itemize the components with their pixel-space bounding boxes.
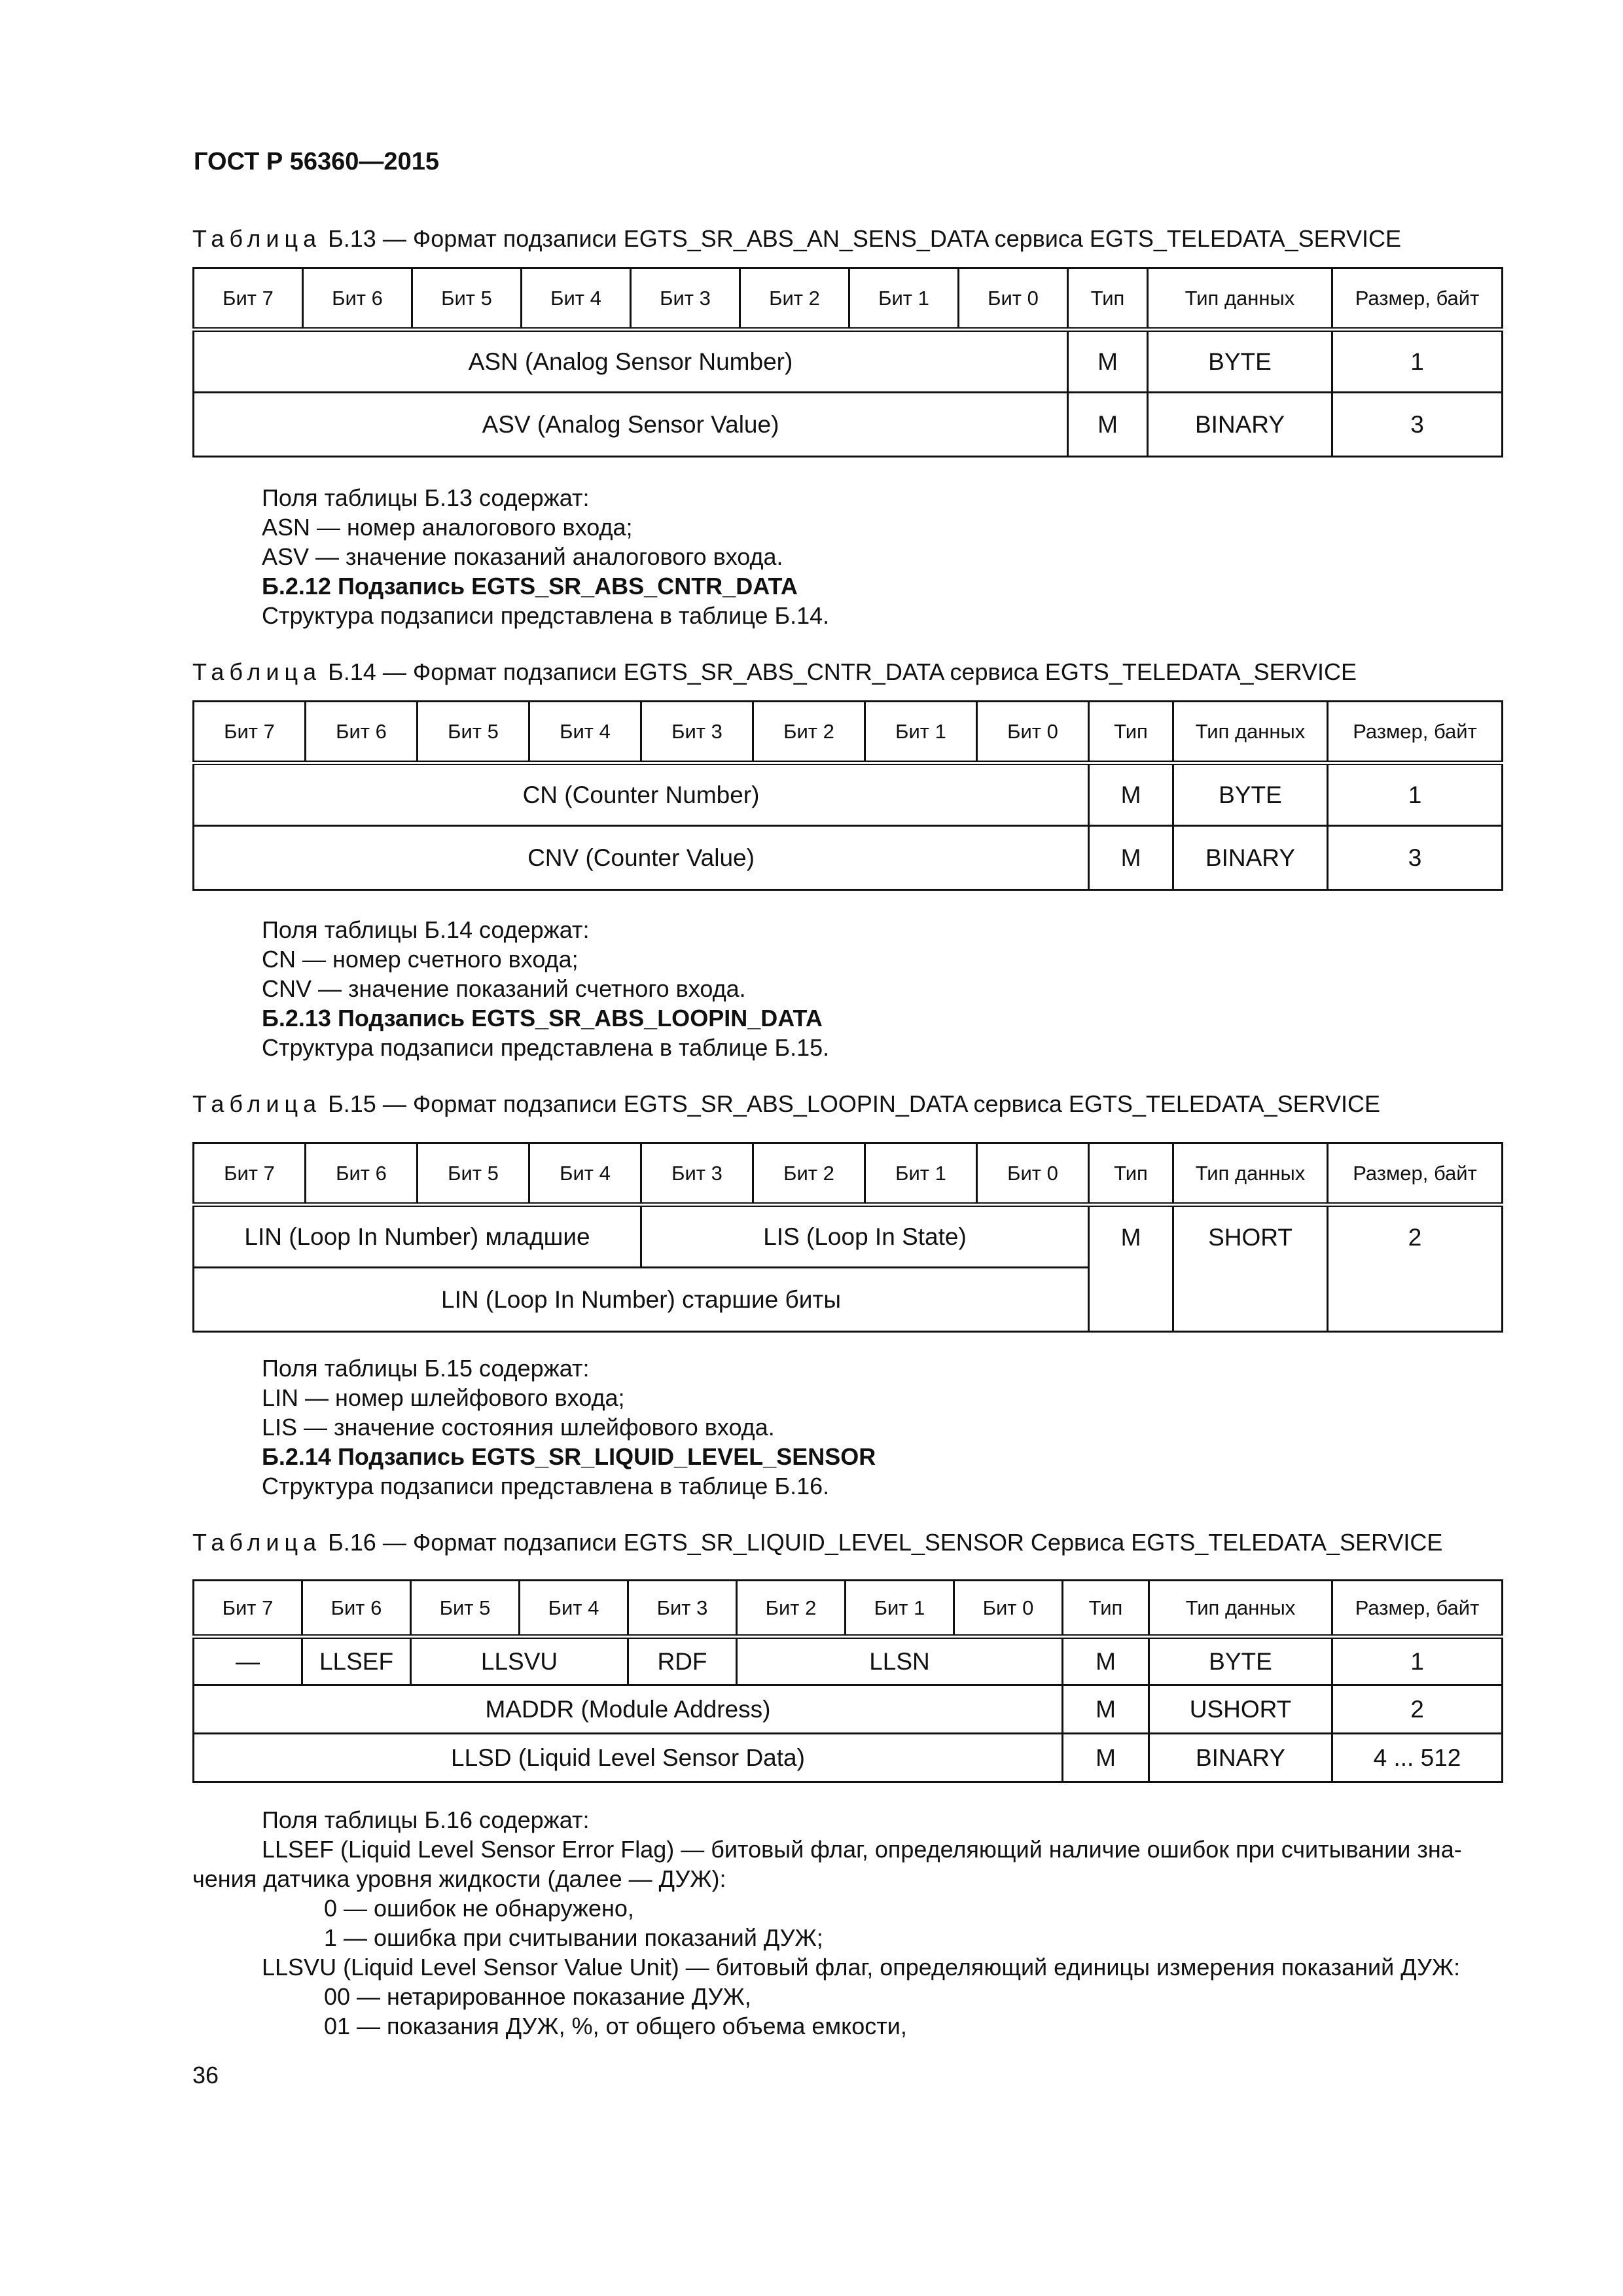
type-cell: M (1068, 330, 1148, 393)
type-cell: M (1068, 393, 1148, 457)
field-cell: CNV (Counter Value) (194, 826, 1089, 890)
page-header: ГОСТ Р 56360—2015 (194, 148, 439, 175)
size-cell: 4 ... 512 (1332, 1734, 1503, 1782)
datatype-cell: BINARY (1149, 1734, 1332, 1782)
header-cell: Бит 3 (631, 268, 740, 330)
paragraph-line: Структура подзаписи представлена в таблице Б.14. (262, 602, 830, 629)
table-b16-caption (192, 1529, 1442, 1556)
table-b16-notes (192, 1805, 1462, 2041)
header-cell: Размер, байт (1332, 1581, 1503, 1637)
paragraph-line: 0 — ошибок не обнаружено, (324, 1895, 634, 1922)
table-row (194, 1637, 1503, 1685)
header-cell: Бит 4 (520, 1581, 628, 1637)
table-b14-notes (262, 915, 829, 1062)
header-cell: Бит 1 (846, 1581, 954, 1637)
header-cell: Бит 7 (194, 1143, 306, 1205)
datatype-cell: BYTE (1149, 1637, 1332, 1685)
caption-text: Б.14 — Формат подзаписи EGTS_SR_ABS_CNTR_DATA сервиса EGTS_TELEDATA_SERVICE (321, 658, 1357, 685)
header-cell: Бит 0 (977, 702, 1089, 763)
header-cell: Бит 1 (849, 268, 959, 330)
caption-text: Б.13 — Формат подзаписи EGTS_SR_ABS_AN_SENS_DATA сервиса EGTS_TELEDATA_SERVICE (321, 225, 1402, 252)
table-b13 (192, 267, 1503, 457)
field-cell: ASN (Analog Sensor Number) (194, 330, 1068, 393)
header-cell: Тип (1068, 268, 1148, 330)
paragraph-line: ASN — номер аналогового входа; (262, 514, 633, 541)
table-row (194, 826, 1503, 890)
header-cell: Бит 1 (865, 702, 977, 763)
header-cell: Бит 4 (522, 268, 631, 330)
table-b14 (192, 700, 1503, 891)
field-cell: CN (Counter Number) (194, 763, 1089, 826)
paragraph-line: Поля таблицы Б.16 содержат: (262, 1806, 590, 1833)
header-cell: Тип (1089, 1143, 1173, 1205)
caption-prefix: Таблица (192, 658, 322, 685)
paragraph-line: 01 — показания ДУЖ, %, от общего объема емкости, (324, 2013, 907, 2039)
header-cell: Бит 4 (529, 702, 641, 763)
table-header-row (194, 268, 1503, 330)
field-cell: LLSN (737, 1637, 1063, 1685)
field-cell: LLSVU (411, 1637, 628, 1685)
header-cell: Бит 5 (418, 1143, 529, 1205)
paragraph-line: Поля таблицы Б.14 содержат: (262, 916, 590, 943)
header-cell: Тип данных (1173, 702, 1328, 763)
page-number: 36 (192, 2062, 219, 2089)
caption-prefix: Таблица (192, 1090, 322, 1117)
field-cell: ASV (Analog Sensor Value) (194, 393, 1068, 457)
datatype-cell: BYTE (1148, 330, 1332, 393)
paragraph-line: LLSVU (Liquid Level Sensor Value Unit) — битовый флаг, определяющий единицы измерения показаний ДУЖ: (262, 1954, 1461, 1981)
header-cell: Бит 3 (641, 1143, 753, 1205)
header-cell: Бит 4 (529, 1143, 641, 1205)
table-b15-caption (192, 1090, 1380, 1118)
paragraph-line: ASV — значение показаний аналогового входа. (262, 543, 783, 570)
table-header-row (194, 1581, 1503, 1637)
field-cell: LIN (Loop In Number) старшие биты (194, 1268, 1089, 1332)
header-cell: Бит 6 (303, 268, 412, 330)
header-cell: Бит 0 (954, 1581, 1063, 1637)
paragraph-line: Поля таблицы Б.15 содержат: (262, 1355, 590, 1382)
paragraph-line: чения датчика уровня жидкости (далее — ДУЖ): (192, 1865, 726, 1892)
header-cell: Бит 0 (977, 1143, 1089, 1205)
datatype-cell: USHORT (1149, 1685, 1332, 1734)
paragraph-line: 1 — ошибка при считывании показаний ДУЖ; (324, 1924, 823, 1951)
header-cell: Размер, байт (1328, 1143, 1503, 1205)
header-cell: Бит 2 (737, 1581, 846, 1637)
header-cell: Тип данных (1173, 1143, 1328, 1205)
header-cell: Бит 6 (306, 1143, 418, 1205)
type-cell: M (1089, 1205, 1173, 1332)
size-cell: 1 (1332, 330, 1503, 393)
caption-prefix: Таблица (192, 225, 322, 252)
table-header-row (194, 1143, 1503, 1205)
header-cell: Размер, байт (1328, 702, 1503, 763)
paragraph-line: 00 — нетарированное показание ДУЖ, (324, 1983, 751, 2010)
paragraph-line: LIN — номер шлейфового входа; (262, 1384, 625, 1411)
caption-text: Б.15 — Формат подзаписи EGTS_SR_ABS_LOOPIN_DATA сервиса EGTS_TELEDATA_SERVICE (321, 1090, 1381, 1117)
paragraph-line: CN — номер счетного входа; (262, 946, 579, 973)
header-cell: Тип (1089, 702, 1173, 763)
header-cell: Бит 6 (306, 702, 418, 763)
datatype-cell: SHORT (1173, 1205, 1328, 1332)
header-cell: Тип данных (1149, 1581, 1332, 1637)
field-cell: MADDR (Module Address) (194, 1685, 1063, 1734)
datatype-cell: BYTE (1173, 763, 1328, 826)
paragraph-line: Структура подзаписи представлена в таблице Б.16. (262, 1473, 830, 1499)
caption-text: Б.16 — Формат подзаписи EGTS_SR_LIQUID_LEVEL_SENSOR Сервиса EGTS_TELEDATA_SERVICE (321, 1529, 1443, 1556)
table-row (194, 330, 1503, 393)
table-b15 (192, 1142, 1503, 1333)
table-row (194, 1685, 1503, 1734)
size-cell: 2 (1332, 1685, 1503, 1734)
header-cell: Бит 3 (641, 702, 753, 763)
datatype-cell: BINARY (1173, 826, 1328, 890)
field-cell: LIN (Loop In Number) младшие (194, 1205, 641, 1268)
table-row (194, 393, 1503, 457)
reserved-bit-cell: — (194, 1637, 302, 1685)
type-cell: M (1063, 1734, 1149, 1782)
table-b16 (192, 1579, 1503, 1783)
type-cell: M (1089, 763, 1173, 826)
type-cell: M (1063, 1685, 1149, 1734)
paragraph-line: Поля таблицы Б.13 содержат: (262, 484, 590, 511)
size-cell: 3 (1332, 393, 1503, 457)
size-cell: 2 (1328, 1205, 1503, 1332)
table-row (194, 1205, 1503, 1268)
header-cell: Бит 6 (302, 1581, 411, 1637)
header-cell: Бит 5 (411, 1581, 520, 1637)
paragraph-line: LLSEF (Liquid Level Sensor Error Flag) — битовый флаг, определяющий наличие ошибок при считывании зна- (262, 1836, 1462, 1863)
datatype-cell: BINARY (1148, 393, 1332, 457)
table-b13-notes (262, 483, 829, 630)
size-cell: 1 (1332, 1637, 1503, 1685)
table-row (194, 763, 1503, 826)
paragraph-line: LIS — значение состояния шлейфового входа. (262, 1414, 775, 1441)
field-cell: LLSD (Liquid Level Sensor Data) (194, 1734, 1063, 1782)
header-cell: Тип (1063, 1581, 1149, 1637)
field-cell: LIS (Loop In State) (641, 1205, 1089, 1268)
table-b14-caption (192, 658, 1357, 686)
paragraph-line: CNV — значение показаний счетного входа. (262, 975, 746, 1002)
header-cell: Бит 7 (194, 1581, 302, 1637)
caption-prefix: Таблица (192, 1529, 322, 1556)
header-cell: Бит 5 (418, 702, 529, 763)
header-cell: Бит 7 (194, 702, 306, 763)
section-heading: Б.2.12 Подзапись EGTS_SR_ABS_CNTR_DATA (262, 573, 798, 600)
header-cell: Бит 2 (740, 268, 849, 330)
type-cell: M (1089, 826, 1173, 890)
header-cell: Бит 7 (194, 268, 303, 330)
size-cell: 1 (1328, 763, 1503, 826)
table-row (194, 1734, 1503, 1782)
header-cell: Бит 3 (628, 1581, 737, 1637)
paragraph-line: Структура подзаписи представлена в таблице Б.15. (262, 1034, 830, 1061)
header-cell: Бит 2 (753, 1143, 865, 1205)
header-cell: Бит 5 (412, 268, 522, 330)
header-cell: Бит 0 (959, 268, 1068, 330)
table-b15-notes (262, 1354, 876, 1501)
field-cell: RDF (628, 1637, 737, 1685)
header-cell: Тип данных (1148, 268, 1332, 330)
header-cell: Бит 1 (865, 1143, 977, 1205)
section-heading: Б.2.14 Подзапись EGTS_SR_LIQUID_LEVEL_SENSOR (262, 1443, 876, 1470)
table-header-row (194, 702, 1503, 763)
header-cell: Бит 2 (753, 702, 865, 763)
size-cell: 3 (1328, 826, 1503, 890)
section-heading: Б.2.13 Подзапись EGTS_SR_ABS_LOOPIN_DATA (262, 1005, 823, 1031)
field-cell: LLSEF (302, 1637, 411, 1685)
table-b13-caption (192, 225, 1401, 253)
type-cell: M (1063, 1637, 1149, 1685)
header-cell: Размер, байт (1332, 268, 1503, 330)
